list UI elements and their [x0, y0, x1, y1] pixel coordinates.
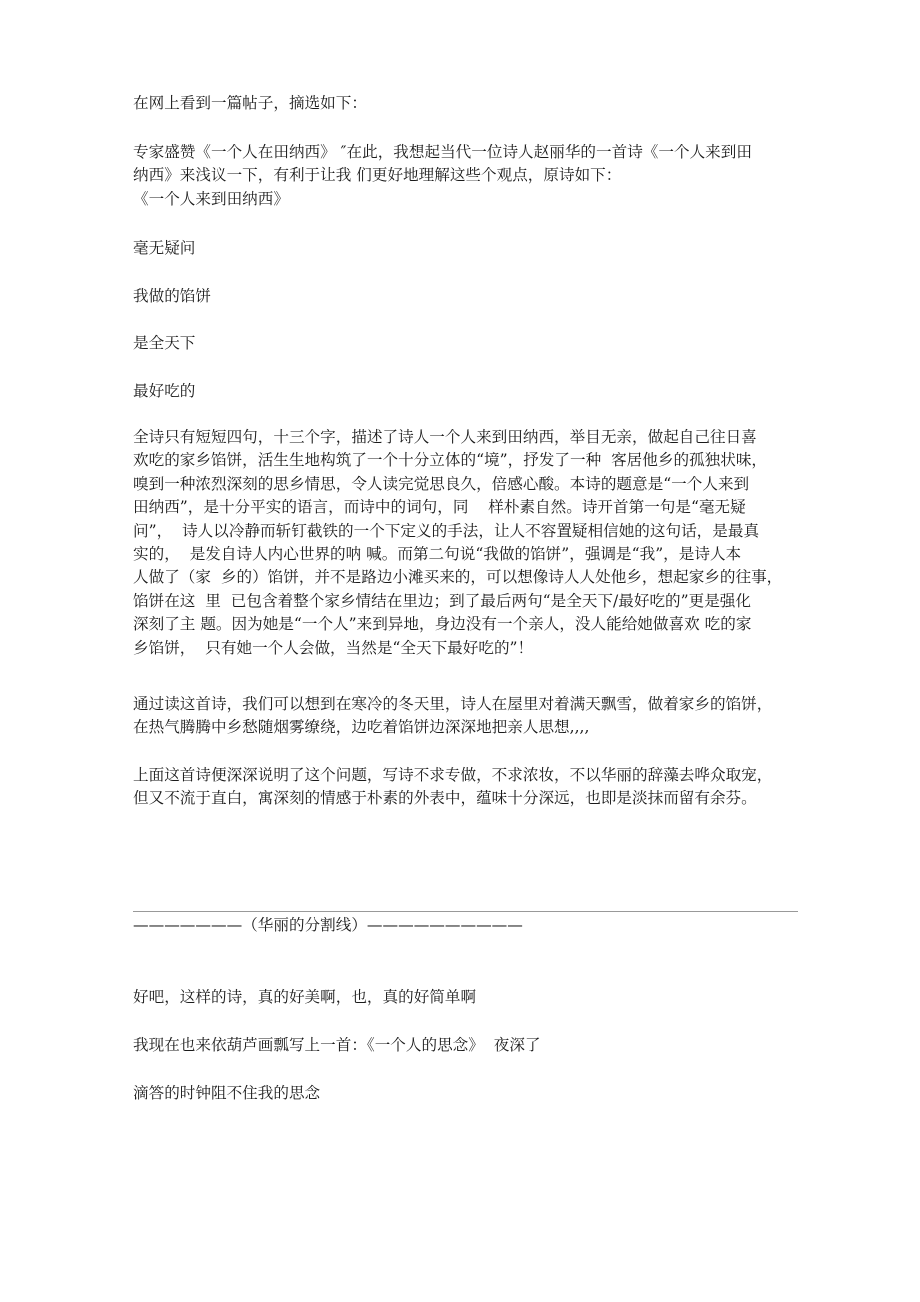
paragraph-4 [133, 764, 772, 811]
text-line: 但又不流于直白，寓深刻的情感于朴素的外表中，蕴味十分深远，也即是淡抹而留有余芬。 [133, 789, 757, 808]
poem-line: 最好吃的 [133, 382, 196, 400]
text-line: 实的， 是发自诗人内心世界的呐 喊。而第二句说“我做的馅饼”，强调是“我”，是诗人本 [133, 544, 742, 563]
text-line: 纳西》来浅议一下，有利于让我 们更好地理解这些个观点，原诗如下： [133, 166, 622, 185]
text-line: 馅饼在这 里 已包含着整个家乡情结在里边；到了最后两句“是全天下/最好吃的”更是强化 [133, 591, 751, 610]
text-line: 上面这首诗便深深说明了这个问题，写诗不求专做，不求浓妆，不以华丽的辞藻去哗众取宠， [133, 766, 773, 784]
text-line: 乡馅饼， 只有她一个人会做，当然是“全天下最好吃的”！ [133, 638, 534, 657]
text-line: 全诗只有短短四句，十三个字，描述了诗人一个人来到田纳西，举目无亲，做起自己往日喜 [133, 428, 757, 446]
text-line: 人做了（家 乡的）馅饼，并不是路边小滩买来的，可以想像诗人人处他乡，想起家乡的往事， [133, 568, 783, 587]
poem-line: 是全天下 [133, 334, 196, 352]
paragraph-2 [133, 426, 782, 660]
paragraph-3 [133, 693, 772, 740]
text-line: 欢吃的家乡馅饼，活生生地构筑了一个十分立体的“境”，抒发了一种 客居他乡的孤独状味， [133, 451, 768, 470]
intro-text: 在网上看到一篇帖子，摘选如下： [133, 94, 367, 112]
poem-line: 我做的馅饼 [133, 287, 211, 305]
text-line: 《一个人来到田纳西》 [133, 189, 289, 208]
after-line: 好吧，这样的诗，真的好美啊，也，真的好简单啊 [133, 988, 477, 1006]
text-line: 在热气腾腾中乡愁随烟雾缭绕，边吃着馅饼边深深地把亲人思想,,,, [133, 718, 590, 737]
after-line: 滴答的时钟阻不住我的思念 [133, 1084, 321, 1102]
paragraph-1 [133, 141, 752, 211]
text-line: 田纳西”，是十分平实的语言，而诗中的词句，同 样朴素自然。诗开首第一句是“毫无疑 [133, 498, 746, 517]
separator-text: ———————（华丽的分割线）—————————— [133, 916, 523, 934]
text-line: 深刻了主 题。因为她是“一个人”来到异地，身边没有一个亲人，没人能给她做喜欢 吃的家 [133, 615, 752, 634]
text-line: 通过读这首诗，我们可以想到在寒冷的冬天里，诗人在屋里对着满天飘雪，做着家乡的馅饼， [133, 695, 773, 713]
after-line: 我现在也来依葫芦画瓢写上一首：《一个人的思念》 夜深了 [133, 1036, 541, 1054]
text-line: 问”， 诗人以冷静而斩钉截铁的一个下定义的手法，让人不容置疑相信她的这句话，是最真 [133, 521, 760, 540]
poem-line: 毫无疑问 [133, 239, 196, 257]
horizontal-rule [133, 911, 798, 912]
text-line: 嗅到一种浓烈深刻的思乡情思，令人读完觉思良久，倍感心酸。本诗的题意是“一个人来到 [133, 474, 750, 493]
text-line: 专家盛赞《一个人在田纳西》 ″在此，我想起当代一位诗人赵丽华的一首诗《一个人来到田 [133, 143, 752, 161]
